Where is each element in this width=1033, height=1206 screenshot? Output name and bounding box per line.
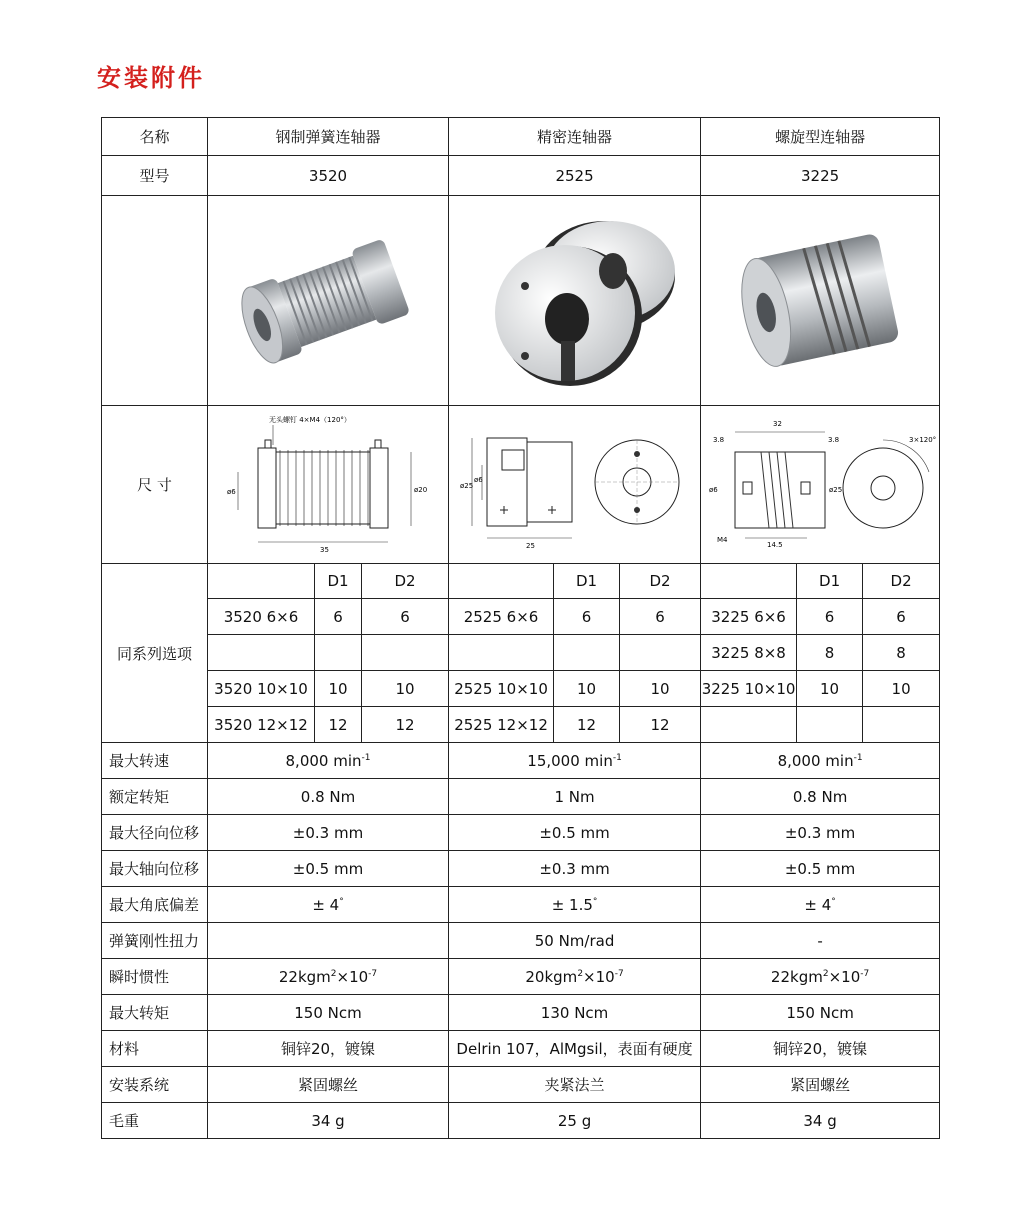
spec-value xyxy=(449,743,701,779)
model-label: 型号 xyxy=(102,156,208,196)
spec-value xyxy=(701,815,940,851)
series-row xyxy=(102,671,940,707)
spec-value xyxy=(449,1067,701,1103)
d2-label: ø25 xyxy=(828,485,842,494)
spec-value-text: 34 g xyxy=(803,1111,837,1130)
product-model-1: 3520 xyxy=(208,156,449,196)
page-title: 安装附件 xyxy=(97,64,205,92)
spec-label: 最大轴向位移 xyxy=(102,851,208,887)
series-row xyxy=(102,599,940,635)
spec-value xyxy=(449,995,701,1031)
spec-value-text: ± 4 xyxy=(312,895,340,914)
spec-value-text: 0.8 Nm xyxy=(300,787,356,806)
product-name-3: 螺旋型连轴器 xyxy=(701,118,940,156)
spec-value xyxy=(701,995,940,1031)
spec-value xyxy=(701,779,940,815)
spec-value xyxy=(449,1031,701,1067)
spec-value-superscript: -1 xyxy=(361,752,371,763)
spec-value xyxy=(208,887,449,923)
series-model-header-3 xyxy=(701,564,797,599)
spec-value-text: 20kgm xyxy=(525,967,578,986)
series-d2: 10 xyxy=(863,671,940,707)
spec-row xyxy=(102,743,940,779)
series-d2-header-2: D2 xyxy=(620,564,701,599)
spec-value-text: 22kgm xyxy=(770,967,823,986)
photo-row xyxy=(102,196,940,406)
product-photo-3 xyxy=(701,196,940,406)
helical-coupling-icon xyxy=(705,201,935,401)
spec-label: 安装系统 xyxy=(102,1067,208,1103)
screw-label: M4 xyxy=(716,535,728,544)
spec-value-text: 夹紧法兰 xyxy=(544,1076,605,1094)
spec-value xyxy=(208,815,449,851)
series-d1: 10 xyxy=(797,671,863,707)
spec-value xyxy=(208,959,449,995)
spec-value-superscript: 2 xyxy=(330,968,337,979)
dimensions-label: 尺 寸 xyxy=(102,406,208,564)
dimension-drawing-2 xyxy=(449,406,701,564)
spec-value xyxy=(208,1103,449,1139)
spec-value-text: 15,000 min xyxy=(527,751,613,770)
spec-value-text: ×10 xyxy=(828,967,861,986)
spec-value-text: 150 Ncm xyxy=(294,1003,362,1022)
spec-row xyxy=(102,779,940,815)
series-row xyxy=(102,635,940,671)
series-d2: 12 xyxy=(620,707,701,743)
spec-value-text: ±0.5 mm xyxy=(539,823,610,842)
series-d2 xyxy=(620,635,701,671)
d1-label: ø25 xyxy=(460,481,474,490)
spec-value-text: ×10 xyxy=(583,967,615,986)
spec-value xyxy=(208,779,449,815)
series-model: 2525 12×12 xyxy=(449,707,554,743)
spec-value-superscript: -1 xyxy=(853,752,863,763)
spec-row xyxy=(102,815,940,851)
d1-label: ø6 xyxy=(227,487,236,496)
series-d2-header-3: D2 xyxy=(863,564,940,599)
spec-value-text: ±0.3 mm xyxy=(292,823,364,842)
spec-row xyxy=(102,1103,940,1139)
series-d1: 6 xyxy=(315,599,362,635)
spec-label: 最大转矩 xyxy=(102,995,208,1031)
spec-value-text: ± 4 xyxy=(804,895,832,914)
series-d2 xyxy=(863,707,940,743)
series-model-header-2 xyxy=(449,564,554,599)
product-photo-1 xyxy=(208,196,449,406)
series-d1: 10 xyxy=(554,671,620,707)
product-name-1: 钢制弹簧连轴器 xyxy=(208,118,449,156)
product-model-2: 2525 xyxy=(449,156,701,196)
spec-value-text: ±0.5 mm xyxy=(784,859,856,878)
spec-value-text: 150 Ncm xyxy=(786,1003,854,1022)
spec-label: 最大径向位移 xyxy=(102,815,208,851)
length-label: 25 xyxy=(526,541,535,550)
series-d1-header-2: D1 xyxy=(554,564,620,599)
spec-value xyxy=(701,1067,940,1103)
series-label: 同系列选项 xyxy=(102,564,208,743)
spec-value-superscript: 2 xyxy=(822,968,829,979)
dimension-drawing-3 xyxy=(701,406,940,564)
spec-value-text: 0.8 Nm xyxy=(792,787,848,806)
series-d1: 10 xyxy=(315,671,362,707)
series-d1-header-3: D1 xyxy=(797,564,863,599)
series-d1: 12 xyxy=(315,707,362,743)
spec-row xyxy=(102,1067,940,1103)
spec-row xyxy=(102,995,940,1031)
spec-value-text: 铜锌20，镀镍 xyxy=(773,1040,868,1058)
product-model-3: 3225 xyxy=(701,156,940,196)
spec-value-superscript: 2 xyxy=(577,968,584,979)
spec-value-text: ± 1.5 xyxy=(551,895,593,914)
series-header-row xyxy=(102,564,940,599)
spec-value-superscript: ° xyxy=(831,896,836,907)
spec-value xyxy=(449,1103,701,1139)
spec-label: 毛重 xyxy=(102,1103,208,1139)
spec-value xyxy=(449,959,701,995)
spec-value-text: ±0.3 mm xyxy=(784,823,856,842)
spec-label: 最大角底偏差 xyxy=(102,887,208,923)
series-model-header-1 xyxy=(208,564,315,599)
series-model: 3225 6×6 xyxy=(701,599,797,635)
series-model: 3520 6×6 xyxy=(208,599,315,635)
spec-label: 弹簧刚性扭力 xyxy=(102,923,208,959)
series-model: 3225 8×8 xyxy=(701,635,797,671)
spec-value-text: 25 g xyxy=(557,1111,592,1130)
series-model: 3520 12×12 xyxy=(208,707,315,743)
spec-value-text: ±0.3 mm xyxy=(539,859,610,878)
bellows-coupling-icon xyxy=(208,201,448,401)
spec-value-text: ×10 xyxy=(336,967,369,986)
series-d1: 6 xyxy=(797,599,863,635)
series-d2: 8 xyxy=(863,635,940,671)
spec-value-text: Delrin 107，AlMgsil，表面有硬度 xyxy=(456,1040,693,1058)
series-d1: 8 xyxy=(797,635,863,671)
angle-label: 3×120° xyxy=(908,435,936,444)
series-model xyxy=(208,635,315,671)
series-model: 2525 6×6 xyxy=(449,599,554,635)
product-photo-2 xyxy=(449,196,701,406)
helical-coupling-drawing-icon xyxy=(703,410,938,560)
dimension-row xyxy=(102,406,940,564)
screw-note: 无头螺钉 4×M4（120°） xyxy=(269,415,351,424)
spec-value-superscript: -7 xyxy=(614,968,624,979)
spec-value-superscript: -7 xyxy=(860,968,870,979)
spec-value-superscript: ° xyxy=(339,896,344,907)
d2-label: ø20 xyxy=(414,485,428,494)
spec-value xyxy=(449,887,701,923)
spec-row xyxy=(102,851,940,887)
spec-value xyxy=(701,959,940,995)
series-row xyxy=(102,707,940,743)
model-row xyxy=(102,156,940,196)
d2-label: ø6 xyxy=(474,475,483,484)
spec-value xyxy=(449,815,701,851)
length-label: 35 xyxy=(320,545,329,554)
spec-value-text: 34 g xyxy=(311,1111,345,1130)
spec-value-text: 8,000 min xyxy=(777,751,854,770)
spec-value xyxy=(208,851,449,887)
series-d2: 6 xyxy=(620,599,701,635)
spec-value xyxy=(701,1103,940,1139)
pitch-label: 14.5 xyxy=(766,540,783,549)
spec-value xyxy=(449,923,701,959)
spec-value xyxy=(208,1031,449,1067)
series-model xyxy=(701,707,797,743)
spec-value-text: 铜锌20，镀镍 xyxy=(280,1040,376,1058)
spec-row xyxy=(102,959,940,995)
clamp-coupling-icon xyxy=(455,201,695,401)
spec-value-text: - xyxy=(817,931,823,950)
d1-label: ø6 xyxy=(708,485,718,494)
spec-value xyxy=(449,851,701,887)
spec-value xyxy=(701,887,940,923)
spec-label: 材料 xyxy=(102,1031,208,1067)
series-d2: 10 xyxy=(620,671,701,707)
name-row xyxy=(102,118,940,156)
spec-value-superscript: ° xyxy=(592,896,598,907)
bellows-coupling-drawing-icon xyxy=(213,410,443,560)
right-gap-label: 3.8 xyxy=(827,435,839,444)
spec-value-text: 1 Nm xyxy=(554,787,595,806)
series-d2 xyxy=(362,635,449,671)
spec-value-text: 紧固螺丝 xyxy=(298,1076,359,1094)
name-label: 名称 xyxy=(102,118,208,156)
spec-value xyxy=(701,743,940,779)
spec-value-superscript: -7 xyxy=(368,968,378,979)
series-model: 2525 10×10 xyxy=(449,671,554,707)
length-label: 32 xyxy=(772,419,782,428)
spec-label: 瞬时惯性 xyxy=(102,959,208,995)
spec-value-text: 8,000 min xyxy=(285,751,362,770)
spec-label: 最大转速 xyxy=(102,743,208,779)
spec-value-text: ±0.5 mm xyxy=(292,859,364,878)
series-d1: 12 xyxy=(554,707,620,743)
spec-row xyxy=(102,923,940,959)
clamp-coupling-drawing-icon xyxy=(452,410,697,560)
spec-rows xyxy=(102,743,940,1139)
spec-label: 额定转矩 xyxy=(102,779,208,815)
spec-value xyxy=(449,779,701,815)
series-d2-header-1: D2 xyxy=(362,564,449,599)
series-d2: 12 xyxy=(362,707,449,743)
series-model: 3225 10×10 xyxy=(701,671,797,707)
spec-value xyxy=(701,851,940,887)
series-model xyxy=(449,635,554,671)
series-d1 xyxy=(797,707,863,743)
series-d1 xyxy=(554,635,620,671)
spec-value xyxy=(208,743,449,779)
series-d1 xyxy=(315,635,362,671)
series-model: 3520 10×10 xyxy=(208,671,315,707)
spec-row xyxy=(102,887,940,923)
spec-value xyxy=(701,923,940,959)
series-d2: 6 xyxy=(362,599,449,635)
series-d1-header-1: D1 xyxy=(315,564,362,599)
spec-value-text: 紧固螺丝 xyxy=(790,1076,851,1094)
image-label xyxy=(102,196,208,406)
spec-value-superscript: -1 xyxy=(612,752,622,763)
spec-value xyxy=(208,1067,449,1103)
spec-value xyxy=(208,995,449,1031)
spec-value-text: 22kgm xyxy=(278,967,331,986)
dimension-drawing-1 xyxy=(208,406,449,564)
series-d1: 6 xyxy=(554,599,620,635)
spec-table xyxy=(101,117,940,1139)
left-gap-label: 3.8 xyxy=(712,435,724,444)
spec-value xyxy=(701,1031,940,1067)
spec-value-text: 130 Ncm xyxy=(540,1003,609,1022)
series-d2: 6 xyxy=(863,599,940,635)
spec-row xyxy=(102,1031,940,1067)
product-name-2: 精密连轴器 xyxy=(449,118,701,156)
spec-value-text: 50 Nm/rad xyxy=(534,931,615,950)
spec-value xyxy=(208,923,449,959)
series-d2: 10 xyxy=(362,671,449,707)
